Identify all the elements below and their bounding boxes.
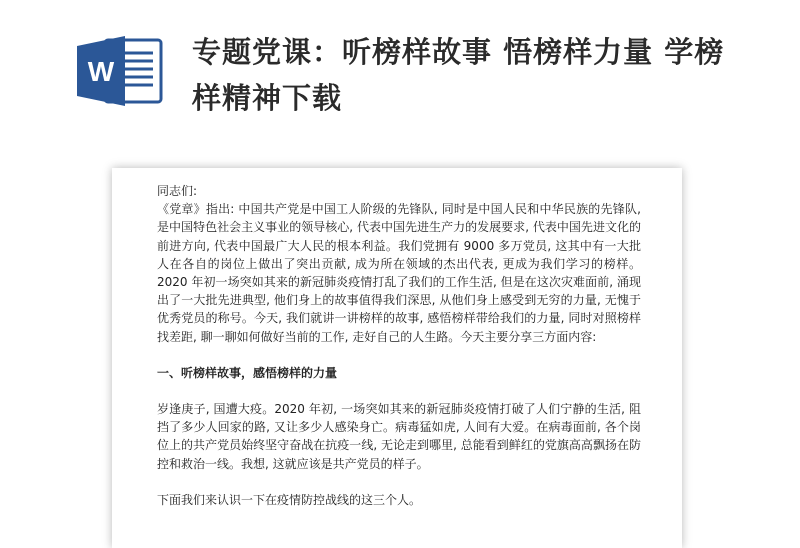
word-document-icon — [75, 34, 163, 108]
page-header — [0, 0, 800, 150]
document-body — [157, 182, 641, 509]
document-page — [112, 168, 682, 548]
word-icon-letter: W — [87, 56, 115, 87]
page-title: 专题党课：听榜样故事 悟榜样力量 学榜样精神下载 — [192, 35, 725, 115]
section-heading: 一、听榜样故事，感悟榜样的力量 — [157, 365, 338, 380]
paragraph: 下面我们来认识一下在疫情防控战线的这三个人。 — [157, 492, 422, 507]
greeting: 同志们: — [157, 184, 198, 198]
paragraph: 岁逢庚子, 国遭大疫。2020 年初, 一场突如其来的新冠肺炎疫情打破了人们宁静的生活, 阻挡了多少人回家的路, 又让多少人感染身亡。病毒猛如虎, 人间有大爱。在病毒面前, 各个岗位上的共产党员始终坚守奋战在抗疫一线, 无论走到哪里, 总能看到鲜红的党旗高高飘扬在防控和救治一线。我想, 这就应该是共产党员的样子。 — [157, 402, 641, 471]
paragraph: 《党章》指出: 中国共产党是中国工人阶级的先锋队, 同时是中国人民和中华民族的先锋队, 是中国特色社会主义事业的领导核心, 代表中国先进生产力的发展要求, 代表中国先进文化的前进方向, 代表中国最广大人民的根本利益。我们党拥有 9000 多万党员, 这其中有一大批人在各自的岗位上做出了突出贡献, 成为所在领域的杰出代表, 更成为我们学习的榜样。2020 年初一场突如其来的新冠肺炎疫情打乱了我们的工作生活, 但是在这次灾难面前, 涌现出了一大批先进典型, 他们身上的故事值得我们深思, 从他们身上感受到无穷的力量, 无愧于优秀党员的称号。今天, 我们就讲一讲榜样的故事, 感悟榜样带给我们的力量, 同时对照榜样找差距, 聊一聊如何做好当前的工作, 走好自己的人生路。今天主要分享三方面内容: — [157, 202, 641, 344]
